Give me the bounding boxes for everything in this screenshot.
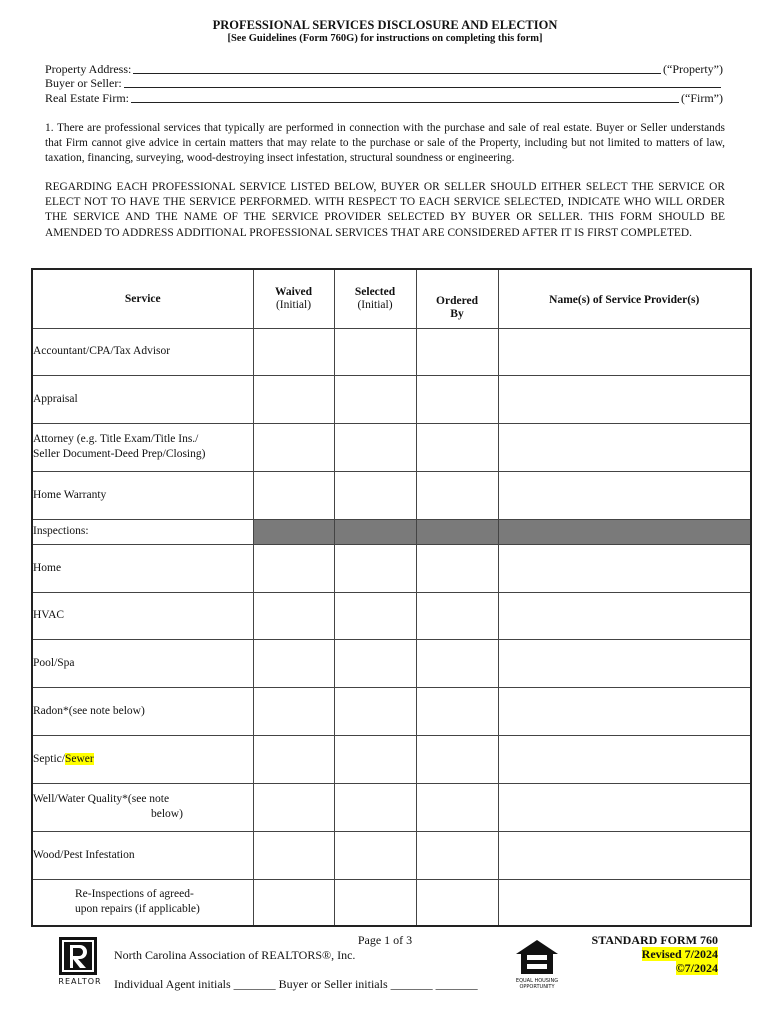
- service-name: Home: [32, 544, 253, 592]
- form-identifier: [560, 933, 718, 975]
- buyer-seller-label: Buyer or Seller:: [45, 76, 122, 90]
- form-title: PROFESSIONAL SERVICES DISCLOSURE AND ELECTION: [212, 18, 558, 32]
- provider-cell[interactable]: [498, 375, 751, 423]
- ordered-by-cell[interactable]: [416, 544, 498, 592]
- selected-header: [334, 269, 416, 328]
- service-name: Appraisal: [32, 375, 253, 423]
- provider-cell[interactable]: [498, 879, 751, 926]
- service-name: Home Warranty: [32, 471, 253, 519]
- provider-cell[interactable]: [498, 471, 751, 519]
- table-row: [32, 831, 751, 879]
- ordered-by-header: [416, 269, 498, 328]
- reinspect-line1: Re-Inspections of agreed-: [75, 888, 194, 901]
- provider-cell[interactable]: [498, 687, 751, 735]
- waived-cell[interactable]: [253, 879, 334, 926]
- service-name: Radon*(see note below): [32, 687, 253, 735]
- property-address-input[interactable]: [133, 72, 661, 74]
- ordered-by-cell[interactable]: [416, 879, 498, 926]
- waived-cell[interactable]: [253, 639, 334, 687]
- service-name: Wood/Pest Infestation: [32, 831, 253, 879]
- real-estate-firm-row: [45, 91, 723, 106]
- provider-cell[interactable]: [498, 831, 751, 879]
- shaded-cell: [498, 519, 751, 544]
- selected-cell[interactable]: [334, 471, 416, 519]
- well-line1: Well/Water Quality*(see note: [33, 793, 170, 805]
- service-name: [32, 423, 253, 471]
- waived-cell[interactable]: [253, 783, 334, 831]
- service-name: [32, 879, 253, 926]
- revised-date: Revised 7/2024: [641, 947, 718, 961]
- selected-cell[interactable]: [334, 544, 416, 592]
- form-name: STANDARD FORM 760: [591, 933, 718, 947]
- well-line2: below): [151, 808, 183, 820]
- equal-housing-icon: [514, 938, 560, 976]
- shaded-cell: [253, 519, 334, 544]
- table-row: [32, 471, 751, 519]
- copyright-date: ©7/2024: [675, 961, 718, 975]
- waived-cell[interactable]: [253, 471, 334, 519]
- waived-cell[interactable]: [253, 592, 334, 639]
- waived-cell[interactable]: [253, 375, 334, 423]
- ordered-header-line1: Ordered: [436, 295, 478, 307]
- service-name: HVAC: [32, 592, 253, 639]
- ordered-by-cell[interactable]: [416, 831, 498, 879]
- waived-cell[interactable]: [253, 544, 334, 592]
- ordered-by-cell[interactable]: [416, 471, 498, 519]
- waived-header-label: Waived: [274, 285, 313, 298]
- selected-cell[interactable]: [334, 423, 416, 471]
- table-row: [32, 879, 751, 926]
- realtor-logo-text: REALTOR: [58, 977, 102, 986]
- waived-header-sub: (Initial): [275, 298, 312, 311]
- ordered-by-cell[interactable]: [416, 639, 498, 687]
- septic-label: Septic/: [33, 752, 65, 765]
- provider-cell[interactable]: [498, 592, 751, 639]
- provider-cell[interactable]: [498, 735, 751, 783]
- ordered-by-cell[interactable]: [416, 783, 498, 831]
- selected-cell[interactable]: [334, 328, 416, 375]
- selected-cell[interactable]: [334, 592, 416, 639]
- firm-suffix: (“Firm”): [681, 91, 723, 105]
- providers-header: Name(s) of Service Provider(s): [498, 269, 751, 328]
- table-row: [32, 544, 751, 592]
- waived-cell[interactable]: [253, 831, 334, 879]
- service-name: Pool/Spa: [32, 639, 253, 687]
- table-row: [32, 592, 751, 639]
- real-estate-firm-label: Real Estate Firm:: [45, 91, 129, 105]
- real-estate-firm-input[interactable]: [131, 101, 679, 103]
- service-name: [32, 735, 253, 783]
- selected-cell[interactable]: [334, 831, 416, 879]
- ordered-by-cell[interactable]: [416, 687, 498, 735]
- provider-cell[interactable]: [498, 544, 751, 592]
- property-suffix: (“Property”): [663, 62, 723, 76]
- inspections-section-row: [32, 519, 751, 544]
- waived-cell[interactable]: [253, 735, 334, 783]
- waived-cell[interactable]: [253, 423, 334, 471]
- table-header-row: [32, 269, 751, 328]
- ordered-by-cell[interactable]: [416, 328, 498, 375]
- attorney-line2: Seller Document-Deed Prep/Closing): [33, 448, 206, 460]
- selected-cell[interactable]: [334, 687, 416, 735]
- page-number: Page 1 of 3: [357, 933, 413, 947]
- waived-cell[interactable]: [253, 328, 334, 375]
- selected-cell[interactable]: [334, 783, 416, 831]
- form-subtitle: [See Guidelines (Form 760G) for instructions on completing this form]: [227, 33, 543, 44]
- provider-cell[interactable]: [498, 639, 751, 687]
- table-row: [32, 375, 751, 423]
- service-name: Accountant/CPA/Tax Advisor: [32, 328, 253, 375]
- table-row: [32, 735, 751, 783]
- equal-housing-text: EQUAL HOUSING OPPORTUNITY: [515, 978, 559, 990]
- selected-cell[interactable]: [334, 735, 416, 783]
- provider-cell[interactable]: [498, 328, 751, 375]
- services-table: [31, 268, 752, 927]
- ordered-by-cell[interactable]: [416, 375, 498, 423]
- reinspect-line2: upon repairs (if applicable): [75, 903, 200, 916]
- table-row: [32, 423, 751, 471]
- table-row: [32, 639, 751, 687]
- buyer-seller-input[interactable]: [124, 86, 721, 88]
- shaded-cell: [334, 519, 416, 544]
- table-row: [32, 328, 751, 375]
- buyer-seller-row: [45, 76, 723, 91]
- selected-header-label: Selected: [354, 285, 396, 298]
- service-name: Inspections:: [32, 519, 253, 544]
- realtor-logo-icon: [58, 936, 98, 976]
- provider-cell[interactable]: [498, 423, 751, 471]
- ordered-by-cell[interactable]: [416, 592, 498, 639]
- property-address-row: [45, 62, 723, 77]
- sewer-highlight: Sewer: [64, 752, 94, 765]
- waived-header: [253, 269, 334, 328]
- initials-line: Individual Agent initials _______ Buyer or Seller initials _______ _______: [114, 977, 478, 991]
- table-row: [32, 687, 751, 735]
- provider-cell[interactable]: [498, 783, 751, 831]
- service-name: [32, 783, 253, 831]
- selected-header-sub: (Initial): [357, 298, 393, 311]
- property-address-label: Property Address:: [45, 62, 132, 76]
- waived-cell[interactable]: [253, 687, 334, 735]
- ordered-by-cell[interactable]: [416, 423, 498, 471]
- selected-cell[interactable]: [334, 879, 416, 926]
- selected-cell[interactable]: [334, 639, 416, 687]
- shaded-cell: [416, 519, 498, 544]
- table-row: [32, 783, 751, 831]
- instructions-paragraph: REGARDING EACH PROFESSIONAL SERVICE LISTED BELOW, BUYER OR SELLER SHOULD EITHER SELECT THE SERVICE OR ELECT NOT TO HAVE THE SERVICE PERFORMED. WITH RESPECT TO EACH SERVICE SELECTED, INDICATE WHO WILL ORDER THE SERVICE AND THE NAME OF THE SERVICE PROVIDER SELECTED BY BUYER OR SELLER. THIS FORM SHOULD BE AMENDED TO ADDRESS ADDITIONAL PROFESSIONAL SERVICES THAT ARE CONSIDERED AFTER IT IS FIRST COMPLETED.: [45, 181, 725, 239]
- selected-cell[interactable]: [334, 375, 416, 423]
- ordered-header-line2: By: [450, 308, 464, 320]
- service-header: Service: [32, 269, 253, 328]
- attorney-line1: Attorney (e.g. Title Exam/Title Ins./: [33, 433, 199, 445]
- ordered-by-cell[interactable]: [416, 735, 498, 783]
- organization-name: North Carolina Association of REALTORS®, Inc.: [114, 948, 356, 962]
- intro-paragraph: 1. There are professional services that typically are performed in connection with the purchase and sale of real estate. Buyer or Seller understands that Firm cannot give advice in certain matters that may relate to the purchase or sale of the Property, including but not limited to matters of law, taxation, financing, surveying, wood-destroying insect infestation, structural soundness or engineering.: [45, 122, 725, 164]
